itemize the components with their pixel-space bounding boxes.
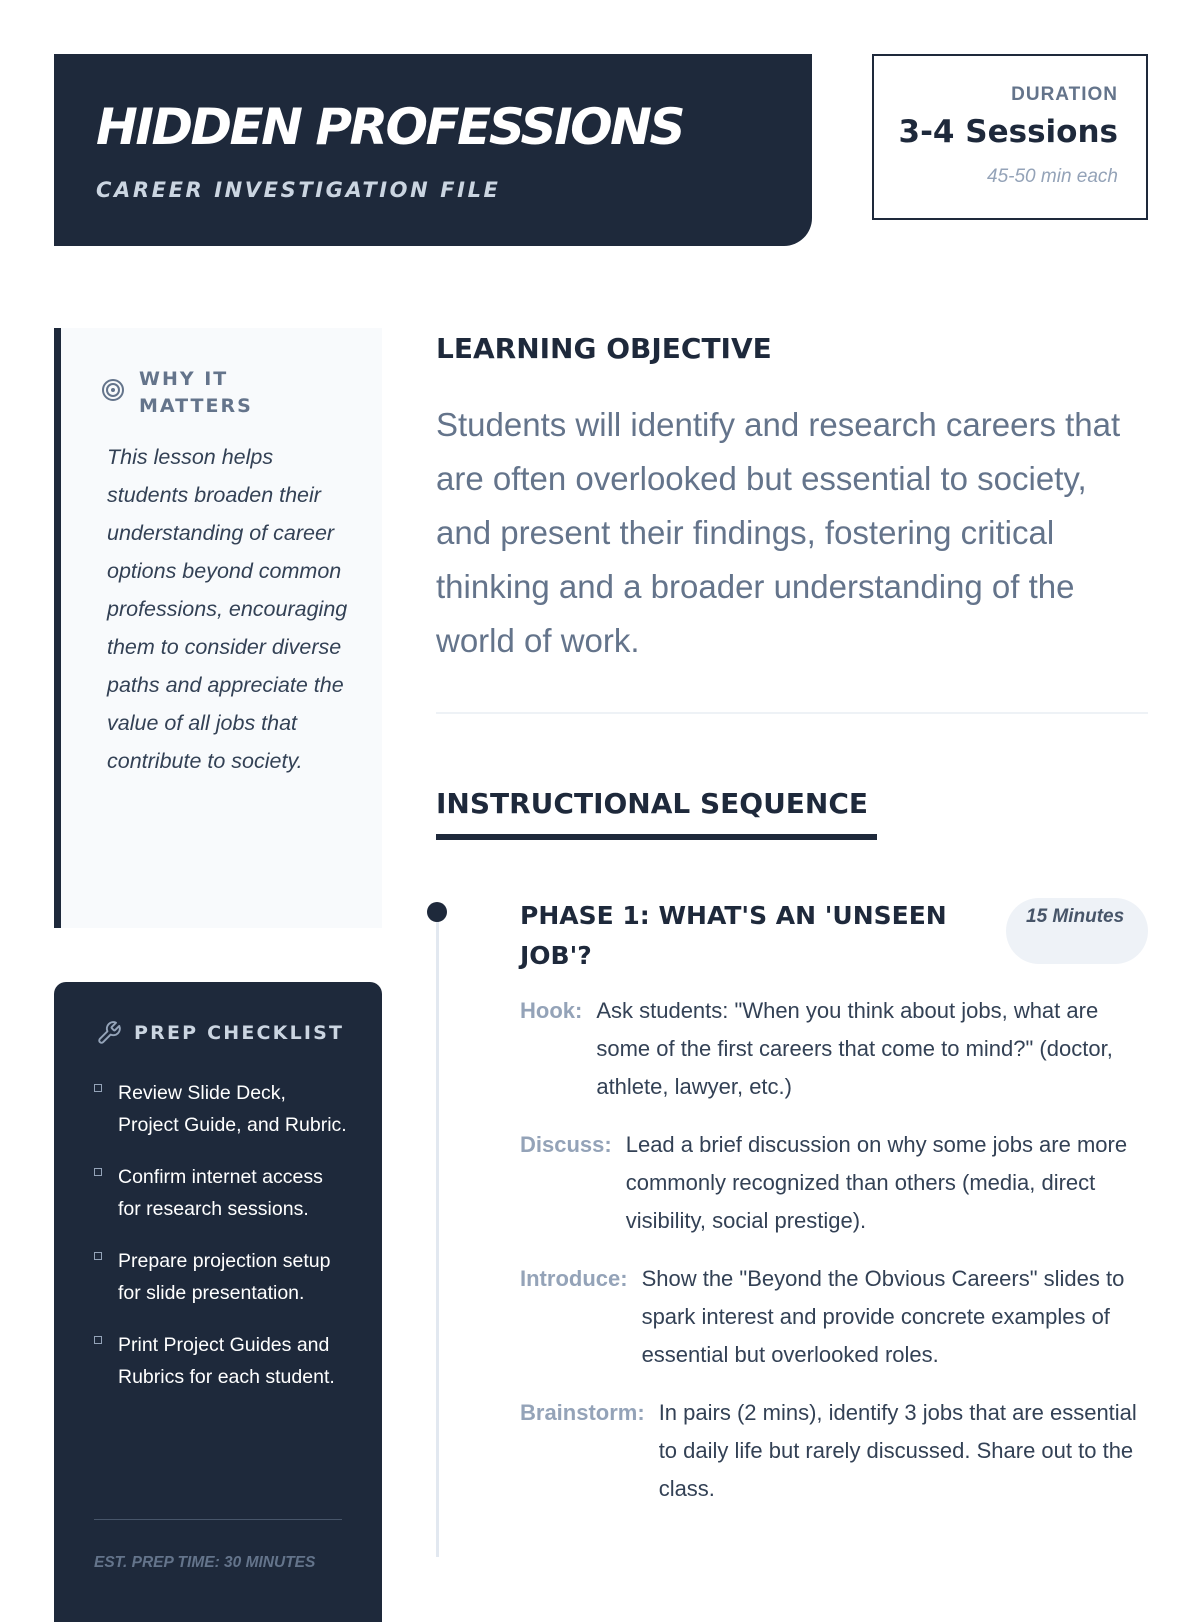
prep-divider bbox=[94, 1519, 342, 1520]
duration-note: 45-50 min each bbox=[987, 166, 1118, 187]
timeline-dot bbox=[427, 902, 447, 922]
prep-checklist bbox=[94, 1077, 349, 1413]
learning-objective-text: Students will identify and research careers that are often overlooked but essential to society, and present their findings, fostering critical thinking and a broader understanding of the world of work. bbox=[436, 406, 1121, 659]
page-subtitle: CAREER INVESTIGATION FILE bbox=[96, 178, 501, 202]
checklist-item bbox=[94, 1245, 349, 1309]
prep-checklist-panel bbox=[54, 982, 382, 1622]
prep-checklist-title: PREP CHECKLIST bbox=[134, 1022, 345, 1044]
learning-objective-heading: LEARNING OBJECTIVE bbox=[436, 332, 772, 365]
checklist-item-text: Review Slide Deck, Project Guide, and Rubric. bbox=[118, 1082, 347, 1136]
step-discuss bbox=[520, 1126, 1148, 1240]
phase-time-badge: 15 Minutes bbox=[1006, 898, 1148, 964]
checklist-item-text: Confirm internet access for research sessions. bbox=[118, 1166, 323, 1220]
step-text: Ask students: "When you think about jobs, what are some of the first careers that come to mind?" (doctor, athlete, lawyer, etc.) bbox=[596, 998, 1113, 1099]
phase-title: PHASE 1: WHAT'S AN 'UNSEEN JOB'? bbox=[520, 901, 947, 970]
checklist-item-text: Prepare projection setup for slide presentation. bbox=[118, 1250, 331, 1304]
step-text: In pairs (2 mins), identify 3 jobs that are essential to daily life but rarely discussed. Share out to the class. bbox=[658, 1400, 1137, 1501]
heading-underline bbox=[436, 834, 877, 840]
why-it-matters-panel bbox=[54, 328, 382, 928]
why-it-matters-text: This lesson helps students broaden their understanding of career options beyond common professions, encouraging them to consider diverse paths and appreciate the value of all jobs that contribute to society. bbox=[107, 445, 348, 773]
checklist-item bbox=[94, 1329, 349, 1393]
checkbox-icon bbox=[94, 1252, 102, 1260]
checkbox-icon bbox=[94, 1336, 102, 1344]
step-label: Hook: bbox=[520, 998, 583, 1023]
step-brainstorm bbox=[520, 1394, 1148, 1508]
phase-steps bbox=[520, 992, 1148, 1528]
prep-time-note: EST. PREP TIME: 30 MINUTES bbox=[94, 1554, 316, 1571]
step-text: Show the "Beyond the Obvious Careers" slides to spark interest and provide concrete examples of essential but overlooked roles. bbox=[641, 1266, 1125, 1367]
prep-checklist-header bbox=[96, 1020, 344, 1046]
wrench-icon bbox=[96, 1020, 122, 1046]
checklist-item bbox=[94, 1077, 349, 1141]
step-text: Lead a brief discussion on why some jobs are more commonly recognized than others (media, direct visibility, social prestige). bbox=[625, 1132, 1128, 1233]
checkbox-icon bbox=[94, 1084, 102, 1092]
why-it-matters-title: WHY IT MATTERS bbox=[139, 368, 253, 417]
step-label: Introduce: bbox=[520, 1266, 628, 1291]
page-title: HIDDEN PROFESSIONS bbox=[96, 98, 684, 156]
step-introduce bbox=[520, 1260, 1148, 1374]
step-label: Brainstorm: bbox=[520, 1400, 645, 1425]
why-it-matters-header bbox=[101, 366, 279, 420]
checklist-item bbox=[94, 1161, 349, 1225]
duration-label: DURATION bbox=[1011, 84, 1118, 105]
duration-value: 3-4 Sessions bbox=[898, 114, 1118, 150]
duration-box bbox=[872, 54, 1148, 220]
section-divider bbox=[436, 712, 1148, 714]
instructional-sequence-heading: INSTRUCTIONAL SEQUENCE bbox=[436, 787, 869, 820]
checklist-item-text: Print Project Guides and Rubrics for each student. bbox=[118, 1334, 335, 1388]
timeline-line bbox=[436, 912, 439, 1557]
step-hook bbox=[520, 992, 1148, 1106]
step-label: Discuss: bbox=[520, 1132, 612, 1157]
header-banner bbox=[54, 54, 812, 246]
checkbox-icon bbox=[94, 1168, 102, 1176]
target-icon bbox=[101, 378, 125, 402]
